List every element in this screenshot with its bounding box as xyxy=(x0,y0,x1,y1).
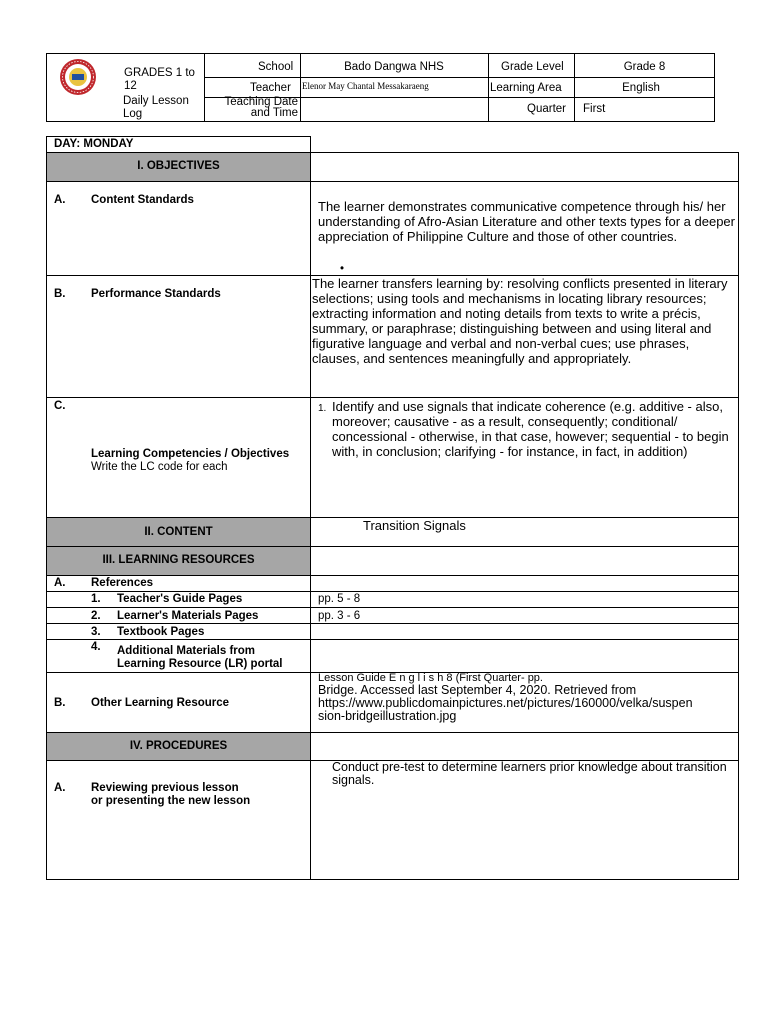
performance-standards-text: The learner transfers learning by: resolving conflicts presented in literary selections; using tools and mechanisms in locating library resources; extracting information and noting details from texts to write a précis, summary, or paraphrase; distinguishing between and using literal and figurative language and verbal and non-verbal cues; use phrases, clauses, and sentences meaningfully and appropriately. xyxy=(312,276,728,366)
ref-item-2-num: 2. xyxy=(91,610,101,622)
teacher-value: Elenor May Chantal Messakaraeng xyxy=(302,81,429,91)
learning-area-value: English xyxy=(622,82,660,94)
grade-level-label: Grade Level xyxy=(501,61,564,73)
content-value: Transition Signals xyxy=(363,518,466,533)
grade-level-value: Grade 8 xyxy=(623,61,666,73)
header-title: GRADES 1 to 12 xyxy=(124,67,195,92)
references-label: References xyxy=(91,577,154,589)
header-subtitle: Daily Lesson Log xyxy=(123,95,189,120)
day-label: DAY: MONDAY xyxy=(54,138,134,150)
school-label: School xyxy=(258,61,294,73)
ref-item-1-label: Teacher's Guide Pages xyxy=(117,593,243,605)
other-resource-line-4: sion-bridgeillustration.jpg xyxy=(318,709,457,723)
other-resource-line-3: https://www.publicdomainpictures.net/pictures/160000/velka/suspen xyxy=(318,696,693,710)
content-standards-label: Content Standards xyxy=(91,194,194,206)
content-heading: II. CONTENT xyxy=(144,526,213,538)
competency-number: 1. xyxy=(318,403,327,414)
competency-label: Learning Competencies / Objectives xyxy=(91,448,290,460)
competency-letter: C. xyxy=(54,400,66,412)
ref-item-2-value: pp. 3 - 6 xyxy=(318,610,361,622)
content-standards-letter: A. xyxy=(54,194,66,206)
procedure-a-letter: A. xyxy=(54,782,66,794)
teacher-label: Teacher xyxy=(250,82,291,94)
school-seal-logo xyxy=(58,58,98,96)
objectives-heading: I. OBJECTIVES xyxy=(137,160,220,172)
resources-heading: III. LEARNING RESOURCES xyxy=(102,554,255,566)
teaching-date-label: Teaching Date and Time xyxy=(224,96,298,119)
ref-item-2-label: Learner's Materials Pages xyxy=(117,610,259,622)
procedures-heading: IV. PROCEDURES xyxy=(129,740,228,752)
procedure-a-text: Conduct pre-test to determine learners prior knowledge about transition signals. xyxy=(332,760,727,787)
ref-item-1-num: 1. xyxy=(91,593,101,605)
references-letter: A. xyxy=(54,577,66,589)
learning-area-label: Learning Area xyxy=(490,82,562,94)
competency-text: Identify and use signals that indicate coherence (e.g. additive - also, moreover; causative - as a result, consequently; conditional/ concessional - otherwise, in that case, however; sequential - to begin with, in conclusion; clarifying - for instance, in fact, in addition) xyxy=(332,399,729,459)
ref-item-4-num: 4. xyxy=(91,641,101,653)
ref-item-3-num: 3. xyxy=(91,626,101,638)
ref-item-3-label: Textbook Pages xyxy=(117,626,205,638)
quarter-value: First xyxy=(583,103,606,115)
ref-item-1-value: pp. 5 - 8 xyxy=(318,593,361,605)
other-resource-line-1: Lesson Guide E n g l i s h 8 (First Quarter- pp. xyxy=(318,672,543,684)
other-resource-line-2: Bridge. Accessed last September 4, 2020. Retrieved from xyxy=(318,683,637,697)
performance-standards-label: Performance Standards xyxy=(91,288,221,300)
procedure-a-label: Reviewing previous lesson or presenting the new lesson xyxy=(91,782,251,807)
performance-standards-letter: B. xyxy=(54,288,66,300)
bullet-mark: • xyxy=(340,263,345,275)
other-resource-letter: B. xyxy=(54,697,66,709)
other-resource-label: Other Learning Resource xyxy=(91,697,230,709)
competency-sublabel: Write the LC code for each xyxy=(91,461,228,473)
ref-item-4-label: Additional Materials from Learning Resource (LR) portal xyxy=(117,645,283,670)
school-value: Bado Dangwa NHS xyxy=(344,61,444,73)
content-standards-text: The learner demonstrates communicative competence through his/ her understanding of Afro-Asian Literature and other texts types for a deeper appreciation of Philippine Culture and those of other countries. xyxy=(318,199,735,244)
quarter-label: Quarter xyxy=(527,103,566,115)
